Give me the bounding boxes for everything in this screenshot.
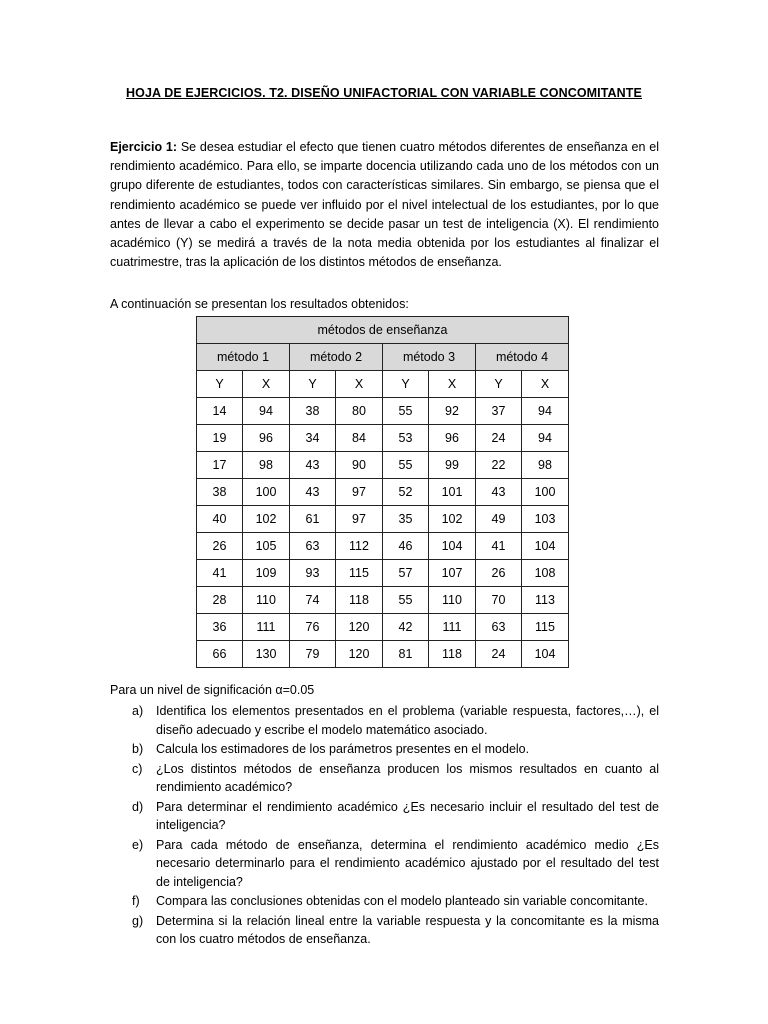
- table-row: [197, 533, 569, 560]
- table-cell: 130: [243, 641, 290, 668]
- table-cell: 99: [429, 452, 476, 479]
- table-cell: 40: [197, 506, 243, 533]
- table-cell: 96: [429, 425, 476, 452]
- exercise-statement: [110, 138, 659, 272]
- question-letter: f): [132, 894, 140, 908]
- table-cell: 76: [290, 614, 336, 641]
- question-item: [110, 740, 659, 759]
- table-cell: 103: [522, 506, 569, 533]
- table-cell: 98: [522, 452, 569, 479]
- table-cell: 37: [476, 398, 522, 425]
- method-header: método 1: [197, 344, 290, 371]
- question-letter: c): [132, 761, 143, 776]
- table-cell: 104: [429, 533, 476, 560]
- question-item: [110, 702, 659, 739]
- table-cell: 102: [243, 506, 290, 533]
- question-item: [110, 798, 659, 835]
- table-cell: 104: [522, 641, 569, 668]
- exercise-label: Ejercicio 1:: [110, 140, 178, 154]
- question-text: ¿Los distintos métodos de enseñanza producen los mismos resultados en cuanto al rendimiento académico?: [156, 761, 659, 794]
- table-cell: 109: [243, 560, 290, 587]
- table-cell: 101: [429, 479, 476, 506]
- table-cell: 97: [336, 506, 383, 533]
- question-text: Compara las conclusiones obtenidas con el modelo planteado sin variable concomitante.: [156, 894, 648, 908]
- table-cell: 94: [522, 425, 569, 452]
- table-cell: 57: [383, 560, 429, 587]
- table-cell: 94: [522, 398, 569, 425]
- page-title: HOJA DE EJERCICIOS. T2. DISEÑO UNIFACTORIAL CON VARIABLE CONCOMITANTE: [126, 86, 642, 100]
- table-cell: 110: [429, 587, 476, 614]
- table-cell: 97: [336, 479, 383, 506]
- method-header: método 2: [290, 344, 383, 371]
- table-cell: 61: [290, 506, 336, 533]
- table-cell: 42: [383, 614, 429, 641]
- table-cell: 36: [197, 614, 243, 641]
- table-cell: 53: [383, 425, 429, 452]
- table-cell: 46: [383, 533, 429, 560]
- table-cell: 102: [429, 506, 476, 533]
- variable-header: X: [522, 371, 569, 398]
- method-header-row: [197, 344, 569, 371]
- table-cell: 105: [243, 533, 290, 560]
- table-cell: 94: [243, 398, 290, 425]
- table-cell: 43: [290, 479, 336, 506]
- table-cell: 113: [522, 587, 569, 614]
- table-cell: 81: [383, 641, 429, 668]
- question-item: [110, 892, 659, 911]
- table-cell: 120: [336, 614, 383, 641]
- variable-header: X: [336, 371, 383, 398]
- questions-list: [110, 702, 659, 950]
- table-cell: 66: [197, 641, 243, 668]
- table-cell: 111: [429, 614, 476, 641]
- table-cell: 96: [243, 425, 290, 452]
- exercise-text: Se desea estudiar el efecto que tienen cuatro métodos diferentes de enseñanza en el rendimiento académico. Para ello, se imparte docencia utilizando cada uno de los métodos con un grupo diferente de estudiantes, todos con características similares. Sin embargo, se piensa que el rendimiento académico se puede ver influido por el nivel intelectual de los estudiantes, por lo que antes de llevar a cabo el experimento se decide pasar un test de inteligencia (X). El rendimiento académico (Y) se medirá a través de la nota media obtenida por los estudiantes al finalizar el cuatrimestre, tras la aplicación de los distintos métodos de enseñanza.: [110, 140, 659, 270]
- table-cell: 111: [243, 614, 290, 641]
- table-cell: 79: [290, 641, 336, 668]
- table-cell: 41: [476, 533, 522, 560]
- method-header: método 4: [476, 344, 569, 371]
- table-cell: 107: [429, 560, 476, 587]
- table-cell: 49: [476, 506, 522, 533]
- table-cell: 118: [429, 641, 476, 668]
- table-cell: 28: [197, 587, 243, 614]
- question-letter: a): [132, 704, 144, 718]
- table-cell: 38: [290, 398, 336, 425]
- table-cell: 24: [476, 641, 522, 668]
- table-caption: métodos de enseñanza: [197, 317, 569, 344]
- table-cell: 24: [476, 425, 522, 452]
- table-row: [197, 452, 569, 479]
- table-cell: 34: [290, 425, 336, 452]
- table-cell: 55: [383, 452, 429, 479]
- table-cell: 26: [476, 560, 522, 587]
- table-cell: 90: [336, 452, 383, 479]
- table-cell: 118: [336, 587, 383, 614]
- table-cell: 35: [383, 506, 429, 533]
- table-cell: 74: [290, 587, 336, 614]
- table-cell: 70: [476, 587, 522, 614]
- results-table: [196, 316, 569, 668]
- table-row: [197, 425, 569, 452]
- table-cell: 55: [383, 587, 429, 614]
- table-row: [197, 479, 569, 506]
- variable-header-row: [197, 371, 569, 398]
- table-cell: 112: [336, 533, 383, 560]
- table-cell: 115: [336, 560, 383, 587]
- variable-header: Y: [197, 371, 243, 398]
- table-row: [197, 506, 569, 533]
- results-lead: A continuación se presentan los resultados obtenidos:: [110, 297, 409, 311]
- table-cell: 104: [522, 533, 569, 560]
- table-cell: 63: [476, 614, 522, 641]
- question-text: Identifica los elementos presentados en el problema (variable respuesta, factores,…), el diseño adecuado y escribe el modelo matemático asociado.: [156, 704, 659, 737]
- table-cell: 110: [243, 587, 290, 614]
- question-letter: e): [132, 837, 144, 852]
- table-cell: 26: [197, 533, 243, 560]
- table-row: [197, 560, 569, 587]
- table-row: [197, 641, 569, 668]
- table-cell: 43: [476, 479, 522, 506]
- table-cell: 19: [197, 425, 243, 452]
- table-cell: 100: [522, 479, 569, 506]
- table-cell: 84: [336, 425, 383, 452]
- method-header: método 3: [383, 344, 476, 371]
- table-cell: 92: [429, 398, 476, 425]
- table-cell: 22: [476, 452, 522, 479]
- table-cell: 108: [522, 560, 569, 587]
- table-row: [197, 587, 569, 614]
- table-cell: 41: [197, 560, 243, 587]
- table-cell: 100: [243, 479, 290, 506]
- table-cell: 38: [197, 479, 243, 506]
- table-cell: 52: [383, 479, 429, 506]
- variable-header: Y: [290, 371, 336, 398]
- question-text: Determina si la relación lineal entre la variable respuesta y la concomitante es la misma con los cuatro métodos de enseñanza.: [156, 913, 659, 946]
- question-letter: g): [132, 913, 144, 928]
- variable-header: X: [429, 371, 476, 398]
- table-row: [197, 398, 569, 425]
- table-body: [197, 398, 569, 668]
- question-item: [110, 760, 659, 797]
- table-cell: 43: [290, 452, 336, 479]
- table-cell: 80: [336, 398, 383, 425]
- variable-header: X: [243, 371, 290, 398]
- question-text: Calcula los estimadores de los parámetros presentes en el modelo.: [156, 742, 530, 756]
- question-letter: b): [132, 742, 144, 756]
- question-text: Para determinar el rendimiento académico ¿Es necesario incluir el resultado del test de inteligencia?: [156, 799, 659, 832]
- table-cell: 93: [290, 560, 336, 587]
- table-cell: 63: [290, 533, 336, 560]
- variable-header: Y: [383, 371, 429, 398]
- variable-header: Y: [476, 371, 522, 398]
- questions-header: Para un nivel de significación α=0.05: [110, 683, 315, 697]
- table-row: [197, 614, 569, 641]
- table-cell: 115: [522, 614, 569, 641]
- question-item: [110, 912, 659, 949]
- question-letter: d): [132, 799, 144, 814]
- question-item: [110, 836, 659, 892]
- table-cell: 17: [197, 452, 243, 479]
- table-cell: 14: [197, 398, 243, 425]
- table-cell: 120: [336, 641, 383, 668]
- table-cell: 55: [383, 398, 429, 425]
- question-text: Para cada método de enseñanza, determina el rendimiento académico medio ¿Es necesario determinarlo para el rendimiento académico ajustado por el resultado del test de inteligencia?: [156, 837, 659, 889]
- table-cell: 98: [243, 452, 290, 479]
